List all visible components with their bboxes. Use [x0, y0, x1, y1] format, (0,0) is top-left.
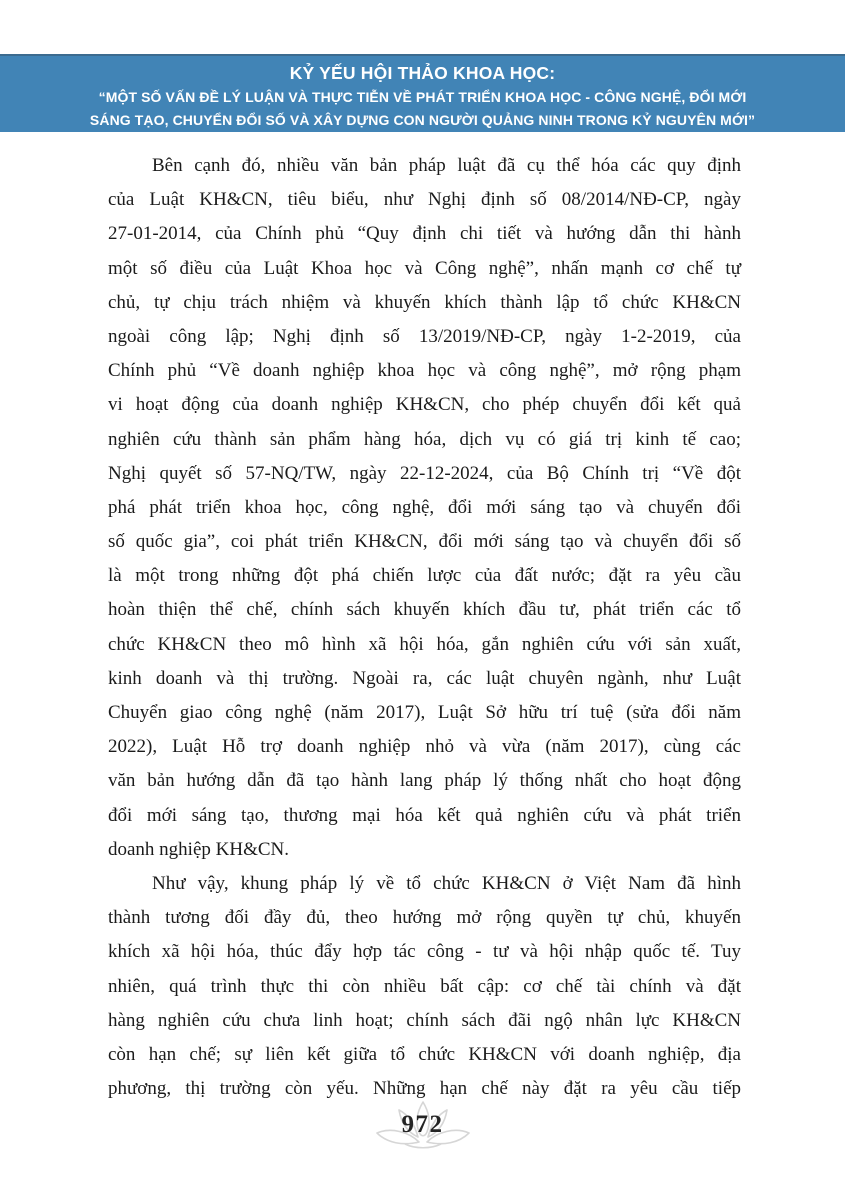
text-line: chủ, tự chịu trách nhiệm và khuyến khích thành lập tổ chức KH&CN: [108, 291, 741, 313]
text-line: chức KH&CN theo mô hình xã hội hóa, gắn nghiên cứu với sản xuất,: [108, 633, 741, 655]
text-line: đổi mới sáng tạo, thương mại hóa kết quả nghiên cứu và phát triển: [108, 804, 741, 826]
text-line: vi hoạt động của doanh nghiệp KH&CN, cho phép chuyển đổi kết quả: [108, 394, 741, 416]
conference-banner: [0, 54, 845, 132]
text-line: văn bản hướng dẫn đã tạo hành lang pháp lý thống nhất cho hoạt động: [108, 770, 741, 792]
text-line: một số điều của Luật Khoa học và Công nghệ”, nhấn mạnh cơ chế tự: [108, 257, 741, 279]
text-line: thành tương đối đầy đủ, theo hướng mở rộng quyền tự chủ, khuyến: [108, 907, 741, 929]
text-line: hàng nghiên cứu chưa linh hoạt; chính sách đãi ngộ nhân lực KH&CN: [108, 1009, 741, 1031]
text-line: Như vậy, khung pháp lý về tổ chức KH&CN ở Việt Nam đã hình: [152, 872, 741, 894]
text-line: kinh doanh và thị trường. Ngoài ra, các luật chuyên ngành, như Luật: [108, 667, 741, 689]
page-footer: [0, 1100, 845, 1150]
text-line: nhiên, quá trình thực thi còn nhiều bất cập: cơ chế tài chính và đặt: [108, 975, 741, 997]
text-line: Chuyển giao công nghệ (năm 2017), Luật Sở hữu trí tuệ (sửa đổi năm: [108, 702, 741, 723]
text-line: còn hạn chế; sự liên kết giữa tổ chức KH&CN với doanh nghiệp, địa: [108, 1043, 741, 1065]
text-line: Chính phủ “Về doanh nghiệp khoa học và công nghệ”, mở rộng phạm: [108, 360, 741, 382]
text-line: 27-01-2014, của Chính phủ “Quy định chi tiết và hướng dẫn thi hành: [108, 223, 741, 245]
banner-subtitle-line2: SÁNG TẠO, CHUYỂN ĐỔI SỐ VÀ XÂY DỰNG CON NGƯỜI QUẢNG NINH TRONG KỶ NGUYÊN MỚI”: [89, 112, 756, 128]
text-line: khích xã hội hóa, thúc đẩy hợp tác công - tư và hội nhập quốc tế. Tuy: [108, 941, 741, 963]
text-line: ngoài công lập; Nghị định số 13/2019/NĐ-CP, ngày 1-2-2019, của: [108, 325, 741, 347]
text-line: Nghị quyết số 57-NQ/TW, ngày 22-12-2024, của Bộ Chính trị “Về đột: [108, 462, 741, 484]
text-line: phương, thị trường còn yếu. Những hạn chế này đặt ra yêu cầu tiếp: [108, 1078, 741, 1100]
text-line: Bên cạnh đó, nhiều văn bản pháp luật đã cụ thể hóa các quy định: [152, 155, 741, 176]
text-line: 2022), Luật Hỗ trợ doanh nghiệp nhỏ và vừa (năm 2017), cùng các: [108, 736, 741, 758]
text-line: phá phát triển khoa học, công nghệ, đổi mới sáng tạo và chuyển đổi: [108, 496, 741, 518]
text-line: là một trong những đột phá chiến lược của đất nước; đặt ra yêu cầu: [108, 565, 741, 587]
text-line: của Luật KH&CN, tiêu biểu, như Nghị định số 08/2014/NĐ-CP, ngày: [108, 189, 741, 211]
banner-title: KỶ YẾU HỘI THẢO KHOA HỌC:: [289, 63, 556, 83]
text-line: số quốc gia”, coi phát triển KH&CN, đổi mới sáng tạo và chuyển đổi số: [108, 531, 741, 553]
paragraphs: [108, 149, 741, 1106]
page-body: [108, 149, 741, 1106]
text-line: hoàn thiện thể chế, chính sách khuyến khích đầu tư, phát triển các tổ: [108, 599, 741, 621]
text-line: doanh nghiệp KH&CN.: [108, 838, 290, 860]
text-line: nghiên cứu thành sản phẩm hàng hóa, dịch vụ có giá trị kinh tế cao;: [108, 428, 741, 450]
banner-subtitle-line1: “MỘT SỐ VẤN ĐỀ LÝ LUẬN VÀ THỰC TIỄN VỀ PHÁT TRIỂN KHOA HỌC - CÔNG NGHỆ, ĐỔI MỚI: [98, 89, 747, 105]
page-number: 972: [401, 1111, 444, 1138]
page-number-ornament: [375, 1100, 471, 1150]
